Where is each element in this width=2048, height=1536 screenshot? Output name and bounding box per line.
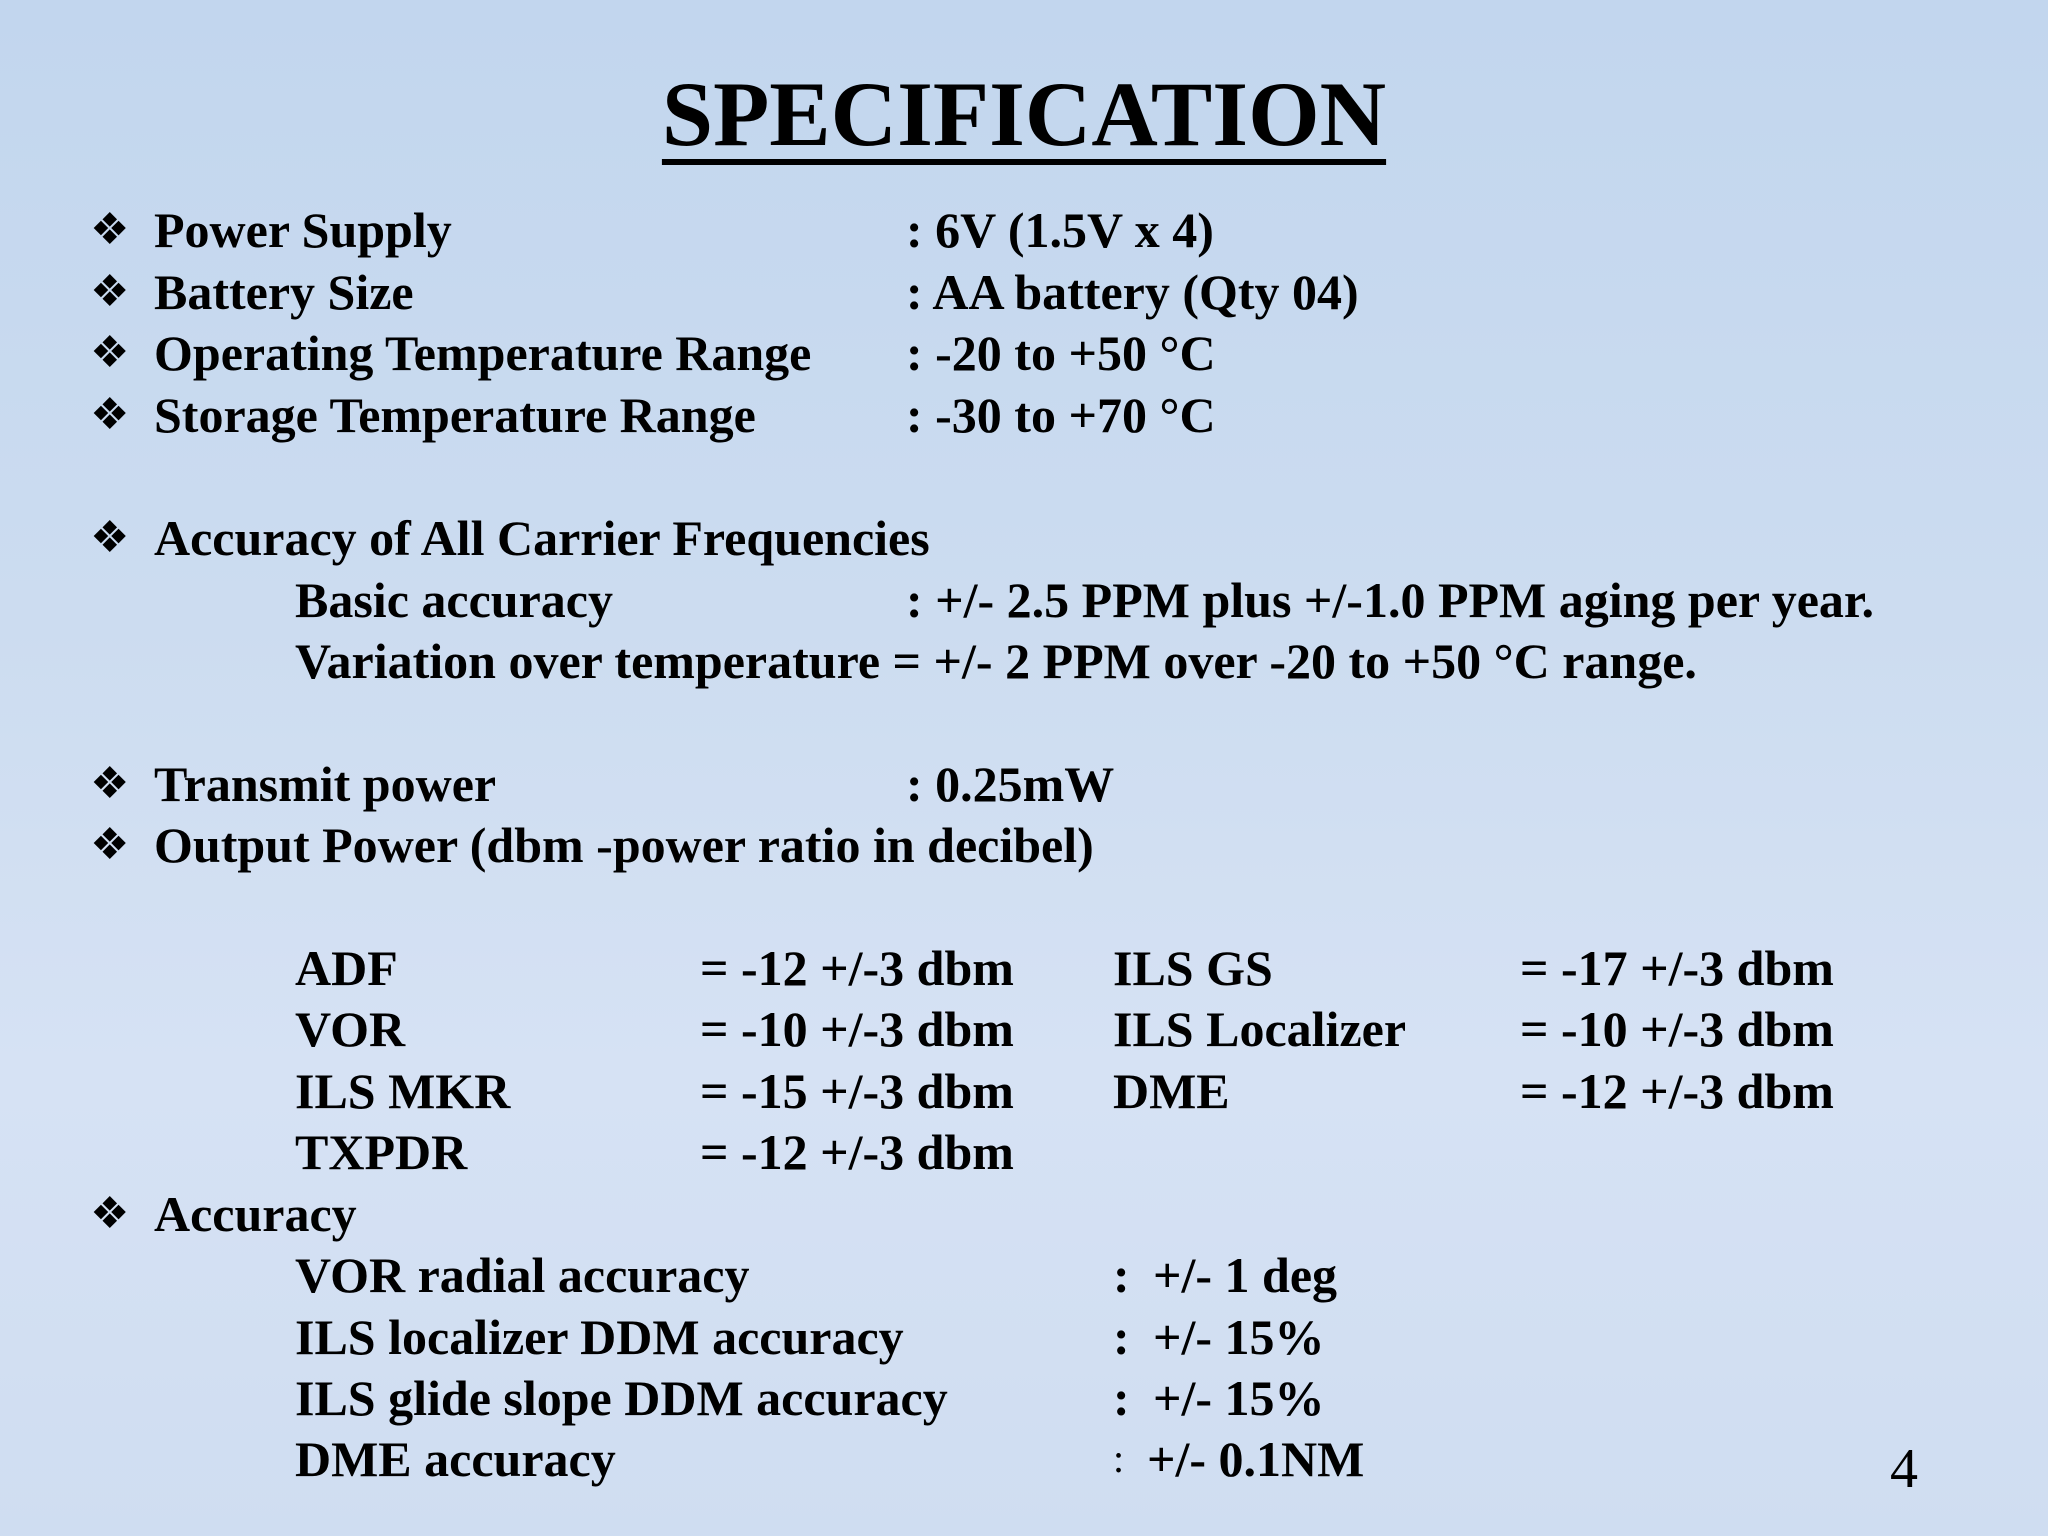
accuracy-value: +/- 0.1NM <box>1147 1431 1365 1487</box>
accuracy-label: ILS localizer DDM accuracy <box>295 1309 904 1365</box>
spec-label-transmit-power: Transmit power <box>154 756 497 812</box>
carrier-accuracy-heading: Accuracy of All Carrier Frequencies <box>154 510 930 566</box>
bullet-icon: ❖ <box>90 513 130 562</box>
bullet-icon: ❖ <box>90 390 130 439</box>
accuracy-colon: : <box>1113 1309 1130 1365</box>
output-power-heading: Output Power (dbm -power ratio in decibel) <box>154 817 1094 873</box>
basic-accuracy-label: Basic accuracy <box>295 572 613 628</box>
output-power-label: VOR <box>295 1001 406 1057</box>
slide-title: SPECIFICATION <box>661 63 1387 165</box>
accuracy-label: DME accuracy <box>295 1431 616 1487</box>
output-power-value: = -12 +/-3 dbm <box>700 1124 1014 1180</box>
bullet-icon: ❖ <box>90 1189 130 1238</box>
spec-label-operating-temperature: Operating Temperature Range <box>154 325 812 381</box>
output-power-value: = -15 +/-3 dbm <box>700 1063 1014 1119</box>
accuracy-value: +/- 15% <box>1153 1309 1325 1365</box>
accuracy-colon: : <box>1113 1370 1130 1426</box>
bullet-icon: ❖ <box>90 820 130 869</box>
spec-value-storage-temperature: : -30 to +70 °C <box>906 387 1216 443</box>
output-power-value: = -12 +/-3 dbm <box>700 940 1014 996</box>
output-power-value: = -10 +/-3 dbm <box>700 1001 1014 1057</box>
bullet-icon: ❖ <box>90 759 130 808</box>
accuracy-value: +/- 15% <box>1153 1370 1325 1426</box>
bullet-icon: ❖ <box>90 328 130 377</box>
output-power-label: DME <box>1113 1063 1230 1119</box>
output-power-label: ADF <box>295 940 398 996</box>
accuracy-value: +/- 1 deg <box>1153 1247 1338 1303</box>
output-power-value: = -12 +/-3 dbm <box>1520 1063 1834 1119</box>
spec-label-storage-temperature: Storage Temperature Range <box>154 387 756 443</box>
temperature-variation: Variation over temperature = +/- 2 PPM over -20 to +50 °C range. <box>295 633 1697 689</box>
accuracy-colon: : <box>1113 1436 1125 1481</box>
spec-value-transmit-power: : 0.25mW <box>906 756 1115 812</box>
accuracy-heading: Accuracy <box>154 1186 357 1242</box>
output-power-label: ILS MKR <box>295 1063 511 1119</box>
spec-value-power-supply: : 6V (1.5V x 4) <box>906 202 1214 258</box>
spec-value-battery-size: : AA battery (Qty 04) <box>906 264 1359 320</box>
accuracy-colon: : <box>1113 1247 1130 1303</box>
output-power-label: ILS GS <box>1113 940 1273 996</box>
output-power-value: = -17 +/-3 dbm <box>1520 940 1834 996</box>
spec-label-power-supply: Power Supply <box>154 202 452 258</box>
page-number: 4 <box>1890 1438 1918 1500</box>
bullet-icon: ❖ <box>90 205 130 254</box>
basic-accuracy-value: : +/- 2.5 PPM plus +/-1.0 PPM aging per year. <box>906 572 1875 628</box>
spec-value-operating-temperature: : -20 to +50 °C <box>906 325 1216 381</box>
accuracy-label: VOR radial accuracy <box>295 1247 750 1303</box>
spec-label-battery-size: Battery Size <box>154 264 414 320</box>
output-power-label: ILS Localizer <box>1113 1001 1407 1057</box>
output-power-label: TXPDR <box>295 1124 468 1180</box>
output-power-value: = -10 +/-3 dbm <box>1520 1001 1834 1057</box>
bullet-icon: ❖ <box>90 267 130 316</box>
accuracy-label: ILS glide slope DDM accuracy <box>295 1370 948 1426</box>
